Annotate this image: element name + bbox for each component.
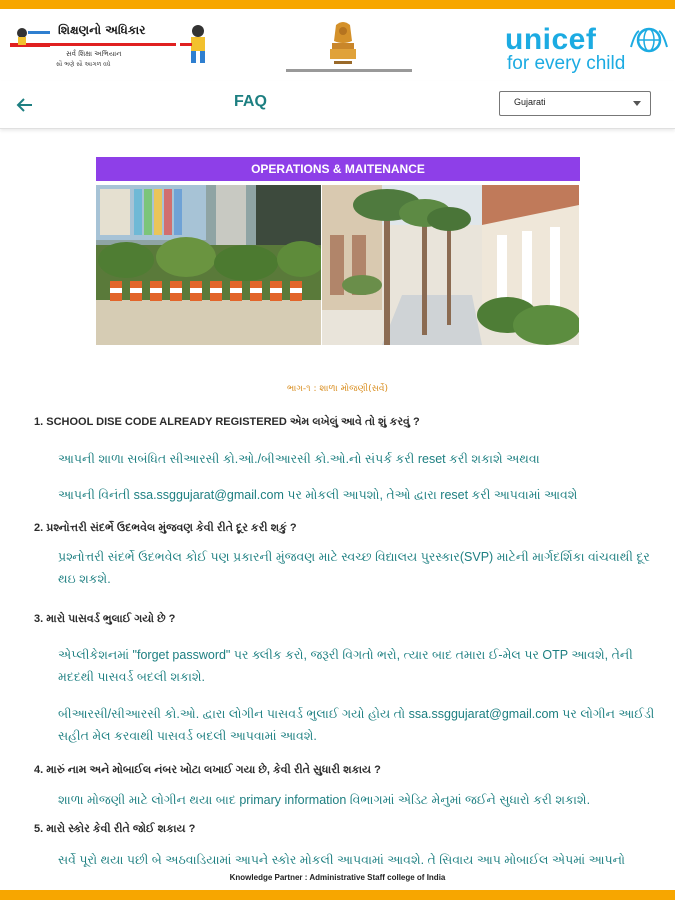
faq-question-1: 1. SCHOOL DISE CODE ALREADY REGISTERED એમ લખેલું આવે તો શું કરવું ? — [34, 416, 420, 428]
teacher-figure-icon — [178, 23, 216, 65]
faq-answer-5: સર્વે પૂરો થયા પછી બે અઠવાડિયામાં આપને સ્કોર મોકલી આપવામાં આવશે. તે સિવાય આપ મોબાઈલ એપમાં આપનો — [58, 853, 626, 867]
rte-logo-tagline: સૌ ભણે સૌ આગળ વધે — [56, 61, 111, 68]
unicef-globe-icon — [629, 27, 669, 53]
school-courtyard-photo — [322, 185, 579, 345]
section-banner: OPERATIONS & MAITENANCE — [96, 157, 580, 181]
faq-answer-4: શાળા મોજણી માટે લોગીન થયા બાદ primary information વિભાગમાં એડિટ મેનુમાં જઈને સુધારો કરી શકાશે. — [58, 793, 591, 807]
emblem-caption — [286, 69, 412, 72]
top-accent-strip — [0, 0, 675, 9]
unicef-logo — [505, 25, 670, 75]
chevron-down-icon — [633, 101, 641, 106]
school-garden-photo — [96, 185, 321, 345]
bottom-accent-strip — [0, 890, 675, 900]
rte-logo — [6, 21, 216, 71]
arrow-left-icon — [10, 93, 40, 117]
faq-question-5: 5. મારો સ્કોર કેવી રીતે જોઈ શકાય ? — [34, 823, 196, 835]
language-select[interactable] — [499, 91, 651, 116]
faq-answer-3a: એપ્લીકેશનમાં "forget password" પર ક્લીક કરો, જરૂરી વિગતો ભરો, ત્યાર બાદ તમારા ઈ-મેલ પર OTP આવશે, તેની મદદથી પાસવર્ડ બદલી શકાશે. — [58, 648, 633, 684]
faq-answer-1b: આપની વિનંતી ssa.ssggujarat@gmail.com પર મોકલી આપશો, તેઓ દ્વારા reset કરી આપવામાં આવશે — [58, 488, 578, 502]
faq-question-2: 2. પ્રશ્નોત્તરી સંદર્ભે ઉદભવેલ મુંજવણ કેવી રીતે દૂર કરી શકું ? — [34, 522, 297, 534]
back-button[interactable] — [10, 93, 40, 117]
unicef-wordmark: unicef — [505, 23, 597, 56]
app-bar — [0, 81, 675, 129]
language-select-value: Gujarati — [514, 97, 546, 107]
faq-question-4: 4. મારું નામ અને મોબાઈલ નંબર ખોટા લખાઈ ગયા છે, કેવી રીતે સુધારી શકાય ? — [34, 764, 381, 776]
rte-logo-subtitle: સર્વ શિક્ષા અભિયાન — [66, 50, 122, 58]
faq-answer-2: પ્રશ્નોત્તરી સંદર્ભે ઉદભવેલ કોઈ પણ પ્રકારની મુંજવણ માટે સ્વચ્છ વિદ્યાલય પુરસ્કાર(SVP) માટેની માર્ગદર્શિકા વાંચવાથી દૂર થઇ શકશે. — [58, 550, 650, 586]
faq-question-3: 3. મારો પાસવર્ડ ભુલાઈ ગયો છે ? — [34, 613, 176, 625]
page-title: FAQ — [234, 93, 267, 110]
unicef-tagline: for every child — [507, 53, 626, 74]
student-figure-icon — [8, 25, 54, 55]
faq-answer-1a: આપની શાળા સબંધિત સીઆરસી કો.ઓ./બીઆરસી કો.ઓ.નો સંપર્ક કરી reset કરી શકાશે અથવા — [58, 452, 540, 466]
rte-logo-title: શિક્ષણનો અધિકાર — [58, 23, 146, 37]
national-emblem-icon — [322, 19, 364, 67]
faq-answer-3b: બીઆરસી/સીઆરસી કો.ઓ. દ્વારા લોગીન પાસવર્ડ ભુલાઈ ગયો હોય તો ssa.ssggujarat@gmail.com પર લોગીન આઈડી સહીત મેલ કરવાથી પાસવર્ડ બદલી આપવામાં આવશે. — [58, 707, 655, 743]
rte-logo-rule — [46, 43, 176, 46]
knowledge-partner-note: Knowledge Partner : Administrative Staff college of India — [229, 873, 446, 882]
faq-section-title: ભાગ-૧ : શાળા મોજણી(સર્વે) — [286, 384, 389, 394]
logo-header — [0, 9, 675, 81]
